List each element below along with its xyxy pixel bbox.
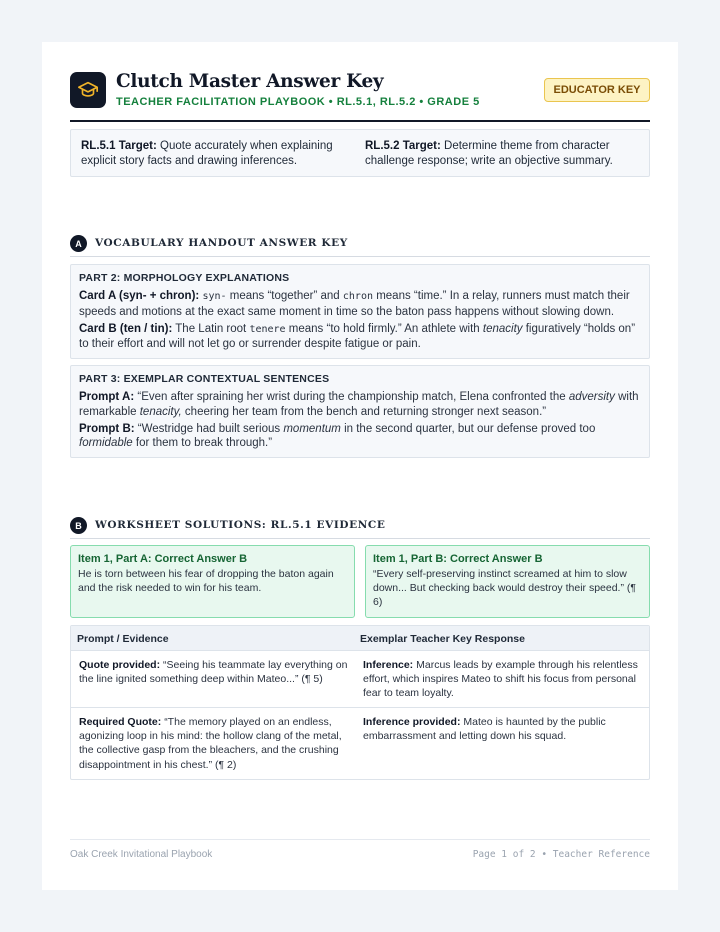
card-b-explanation: Card B (ten / tin): The Latin root tenere means “to hold firmly.” An athlete with tenacity figuratively “holds on” to their effort and will not let go or surrender despite fatigue or pain. (79, 322, 636, 351)
section-b-marker: B (70, 517, 87, 534)
answer-heading: Item 1, Part B: Correct Answer B (373, 553, 543, 565)
table-row (71, 708, 649, 780)
column-header: Exemplar Teacher Key Response (360, 633, 525, 645)
section-a-title: VOCABULARY HANDOUT ANSWER KEY (95, 237, 348, 249)
target-text: Determine theme from character challenge response; write an objective summary. (365, 140, 613, 167)
response-cell: Inference provided: Mateo is haunted by the public embarrassment and letting down his squad. (363, 716, 606, 743)
answer-box-part-b (365, 545, 650, 618)
prompt-b-sentence: Prompt B: “Westridge had built serious momentum in the second quarter, but our defense proved too formidable for them to break through.” (79, 422, 596, 450)
answer-box-part-a (70, 545, 355, 618)
answer-heading: Item 1, Part A: Correct Answer B (78, 553, 248, 565)
section-a-marker: A (70, 235, 87, 252)
graduation-cap-icon (77, 79, 99, 101)
prompt-a-sentence: Prompt A: “Even after spraining her wrist during the championship match, Elena confronted the adversity with remarkable tenacity, cheering her team from the bench and returning stronger next season.” (79, 391, 639, 418)
educator-key-badge: EDUCATOR KEY (544, 78, 650, 102)
contextual-sentences-card (70, 365, 650, 458)
evidence-cell: Required Quote: “The memory played on an endless, agonizing loop in his mind: the hollow clang of the metal, the collective gasp from the bleachers, and the crushing disappointment in his chest.” (¶ 2) (79, 716, 342, 771)
target-text: Quote accurately when explaining explicit story facts and drawing inferences. (81, 140, 333, 167)
root-chron: chron (342, 291, 373, 302)
target-rl-5-1 (81, 139, 343, 168)
answer-text: “Every self-preserving instinct screamed at him to slow down... But checking back would destroy their speed.” (¶ 6) (373, 568, 637, 609)
target-rl-5-2 (365, 139, 647, 168)
table-header (71, 626, 649, 651)
table-row (71, 651, 649, 708)
footer-page-number: Page 1 of 2 • Teacher Reference (472, 849, 650, 860)
response-cell: Inference: Marcus leads by example through his relentless effort, which inspires Mateo to shift his focus from personal fear to team loyalty. (363, 659, 638, 700)
card-a-label: Card A (syn- + chron): (79, 290, 200, 302)
part-2-label: PART 2: MORPHOLOGY EXPLANATIONS (79, 272, 290, 284)
section-b-heading (70, 515, 650, 539)
footer-playbook-name: Oak Creek Invitational Playbook (70, 849, 213, 860)
card-a-explanation: Card A (syn- + chron): syn- means “together” and chron means “time.” In a relay, runners must match their speeds and motions at the exact same moment in time so the baton pass happens without slowing down. (79, 290, 630, 318)
section-a-heading (70, 233, 650, 257)
target-label: RL.5.1 Target: (81, 140, 157, 152)
header-divider (70, 120, 650, 122)
standards-targets (70, 129, 650, 177)
prefix-syn: syn- (202, 291, 227, 302)
word-tenacity: tenacity (482, 322, 523, 335)
part-3-label: PART 3: EXEMPLAR CONTEXTUAL SENTENCES (79, 373, 330, 385)
prompt-a-label: Prompt A: (79, 391, 135, 403)
target-label: RL.5.2 Target: (365, 140, 441, 152)
answer-text: He is torn between his fear of dropping the baton again and the risk needed to win for his team. (78, 568, 334, 595)
card-b-label: Card B (ten / tin): (79, 322, 173, 335)
section-b-title: WORKSHEET SOLUTIONS: RL.5.1 EVIDENCE (95, 519, 386, 531)
prompt-b-label: Prompt B: (79, 422, 135, 435)
page-subtitle: TEACHER FACILITATION PLAYBOOK • RL.5.1, RL.5.2 • GRADE 5 (116, 96, 480, 108)
column-header: Prompt / Evidence (77, 633, 169, 645)
logo-badge (70, 72, 106, 108)
morphology-card (70, 264, 650, 359)
root-tenere: tenere (249, 323, 286, 335)
answer-key-page (42, 42, 678, 890)
page-title: Clutch Master Answer Key (116, 71, 384, 92)
evidence-cell: Quote provided: “Seeing his teammate lay everything on the line ignited something deep within Mateo...” (¶ 5) (79, 659, 348, 686)
page-footer (70, 839, 650, 860)
evidence-table (70, 625, 650, 780)
